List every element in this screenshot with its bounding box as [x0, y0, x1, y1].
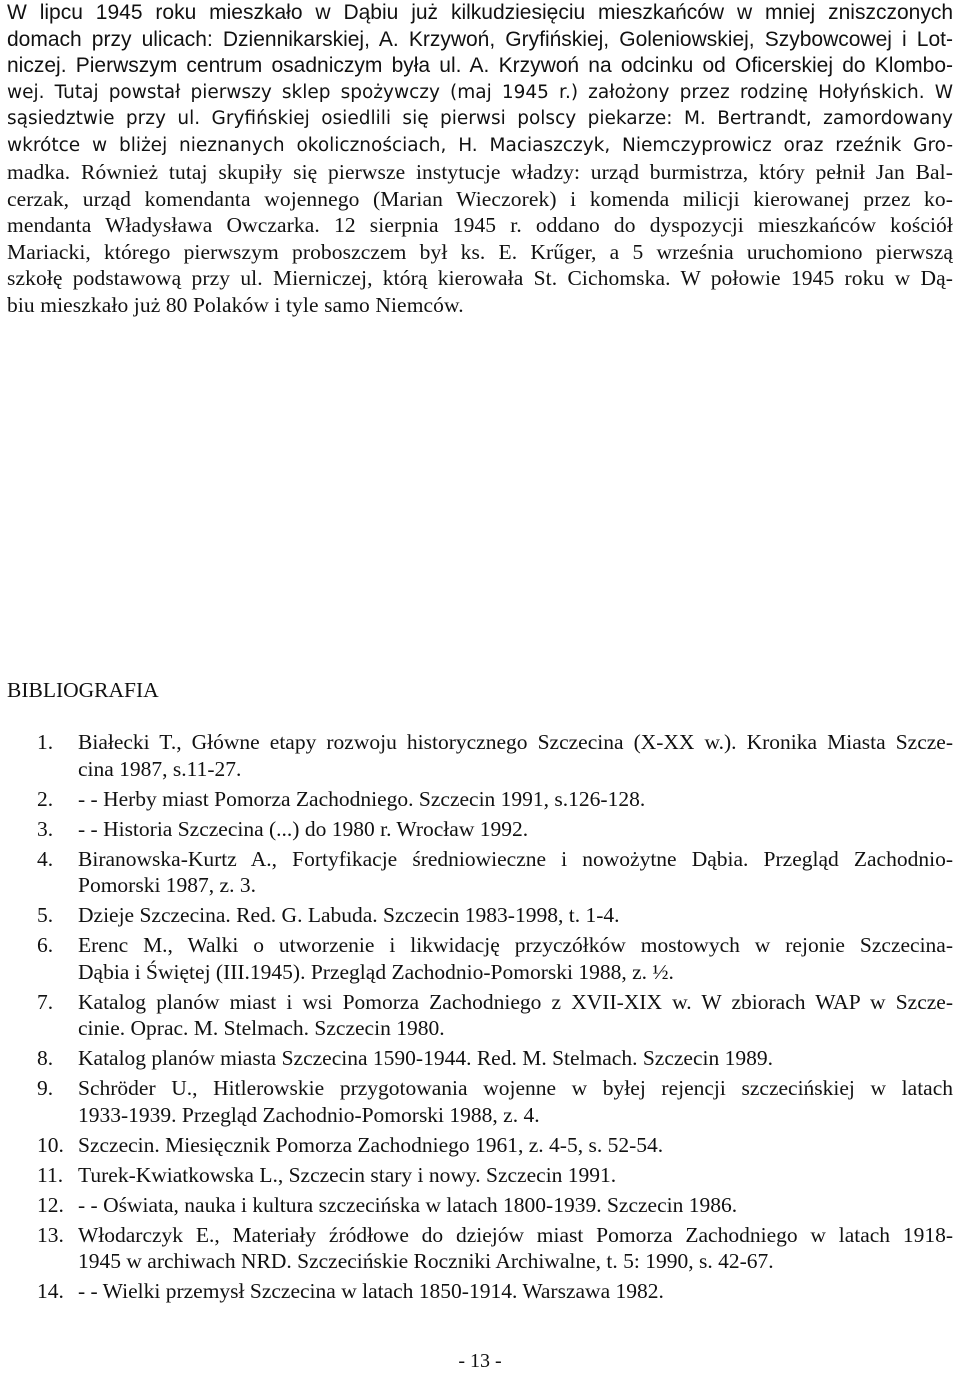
- paragraph-line: cerzak, urząd komendanta wojennego (Marian Wieczorek) i komenda milicji kierowanej przez ko-: [7, 186, 953, 211]
- bibliography-item: [0, 1132, 960, 1159]
- bibliography-item-line: Pomorski 1987, z. 3.: [78, 873, 256, 897]
- bibliography-item: [0, 1162, 960, 1189]
- bibliography-item-text: [78, 1192, 953, 1219]
- paragraph-line: W lipcu 1945 roku mieszkało w Dąbiu już kilkudziesięciu mieszkańców w mniej zniszczonych: [7, 1, 953, 24]
- bibliography-item-number: 8.: [37, 1046, 54, 1070]
- bibliography-item-text: [78, 816, 953, 843]
- paragraph-line: wkrótce w bliżej nieznanych okolicznościach, H. Maciaszczyk, Niemczyprowicz oraz rzeźnik Gro-: [7, 134, 953, 156]
- paragraph-line: domach przy ulicach: Dziennikarskiej, A. Krzywoń, Gryfińskiej, Goleniowskiej, Szybowcowej i Lot-: [7, 27, 953, 51]
- bibliography-item-number: 10.: [37, 1132, 64, 1157]
- bibliography-heading: BIBLIOGRAFIA: [7, 678, 159, 702]
- bibliography-list: [0, 729, 960, 1308]
- bibliography-item-line: Dąbia i Świętej (III.1945). Przegląd Zachodnio-Pomorski 1988, z. ½.: [78, 959, 674, 984]
- paragraph-line: wej. Tutaj powstał pierwszy sklep spożywczy (maj 1945 r.) założony przez rodzinę Hołyńskich. W: [7, 81, 953, 103]
- bibliography-item-line: Katalog planów miast i wsi Pomorza Zachodniego z XVII-XIX w. W zbiorach WAP w Szcze-: [78, 989, 953, 1014]
- paragraph-line: mendanta Władysława Owczarka. 12 sierpnia 1945 r. oddano do dyspozycji mieszkańców kościół: [7, 213, 953, 237]
- bibliography-item: [0, 786, 960, 813]
- bibliography-item: [0, 902, 960, 929]
- bibliography-item: [0, 989, 960, 1042]
- bibliography-item-number: 9.: [37, 1076, 54, 1100]
- bibliography-item-line: - - Historia Szczecina (...) do 1980 r. Wrocław 1992.: [78, 816, 529, 841]
- bibliography-item-line: - - Herby miast Pomorza Zachodniego. Szczecin 1991, s.126-128.: [78, 786, 646, 811]
- bibliography-item-text: [78, 989, 953, 1042]
- bibliography-item-line: Turek-Kwiatkowska L., Szczecin stary i nowy. Szczecin 1991.: [78, 1162, 617, 1187]
- bibliography-item-line: 1945 w archiwach NRD. Szczecińskie Roczniki Archiwalne, t. 5: 1990, s. 42-67.: [78, 1249, 774, 1273]
- bibliography-item: [0, 1192, 960, 1219]
- bibliography-item-text: [78, 1222, 953, 1275]
- bibliography-item-line: Biranowska-Kurtz A., Fortyfikacje średniowieczne i nowożytne Dąbia. Przegląd Zachodnio-: [78, 846, 953, 871]
- bibliography-item-number: 7.: [37, 989, 54, 1014]
- bibliography-item-number: 5.: [37, 903, 54, 927]
- bibliography-item-line: Erenc M., Walki o utworzenie i likwidację przyczółków mostowych w rejonie Szczecina-: [78, 933, 953, 957]
- bibliography-item: [0, 1222, 960, 1275]
- bibliography-item-number: 3.: [37, 816, 54, 841]
- bibliography-item-number: 14.: [37, 1279, 64, 1303]
- bibliography-item-line: - - Oświata, nauka i kultura szczecińska w latach 1800-1939. Szczecin 1986.: [78, 1192, 738, 1217]
- bibliography-item: [0, 932, 960, 985]
- bibliography-item-line: 1933-1939. Przegląd Zachodnio-Pomorski 1988, z. 4.: [78, 1102, 540, 1127]
- bibliography-item-text: [78, 729, 953, 782]
- bibliography-item-number: 6.: [37, 933, 54, 957]
- bibliography-item: [0, 1075, 960, 1128]
- page-number: - 13 -: [458, 1350, 502, 1372]
- body-paragraph: [7, 0, 953, 318]
- bibliography-item-number: 12.: [37, 1192, 64, 1217]
- bibliography-item-text: [78, 932, 953, 985]
- bibliography-item-line: Szczecin. Miesięcznik Pomorza Zachodniego 1961, z. 4-5, s. 52-54.: [78, 1132, 664, 1157]
- bibliography-item-number: 2.: [37, 786, 54, 811]
- paragraph-line: Mariacki, którego pierwszym proboszczem był ks. E. Krűger, a 5 września uruchomiono pierwszą: [7, 239, 953, 264]
- bibliography-item-line: cina 1987, s.11-27.: [78, 756, 242, 781]
- bibliography-item-text: [78, 846, 953, 899]
- bibliography-item: [0, 816, 960, 843]
- bibliography-item-line: Białecki T., Główne etapy rozwoju historycznego Szczecina (X-XX w.). Kronika Miasta Szcze-: [78, 730, 953, 754]
- paragraph-line: sąsiedztwie przy ul. Gryfińskiej osiedlili się pierwsi polscy piekarze: M. Bertrandt, zamordowany: [7, 108, 953, 129]
- paragraph-line: niczej. Pierwszym centrum osadniczym była ul. A. Krzywoń na odcinku od Oficerskiej do Klombo-: [7, 54, 953, 77]
- bibliography-item-text: [78, 1132, 953, 1159]
- bibliography-item-line: Katalog planów miasta Szczecina 1590-1944. Red. M. Stelmach. Szczecin 1989.: [78, 1046, 773, 1070]
- bibliography-item-line: cinie. Oprac. M. Stelmach. Szczecin 1980.: [78, 1016, 445, 1040]
- bibliography-item-text: [78, 1278, 953, 1305]
- bibliography-item-line: Schröder U., Hitlerowskie przygotowania wojenne w byłej rejencji szczecińskiej w latach: [78, 1076, 953, 1100]
- bibliography-item-number: 4.: [37, 846, 54, 871]
- bibliography-item-text: [78, 1045, 953, 1072]
- bibliography-item-text: [78, 1075, 953, 1128]
- paragraph-line: biu mieszkało już 80 Polaków i tyle samo Niemców.: [7, 292, 464, 317]
- bibliography-item-line: Dzieje Szczecina. Red. G. Labuda. Szczecin 1983-1998, t. 1-4.: [78, 903, 620, 927]
- bibliography-item-text: [78, 902, 953, 929]
- bibliography-item: [0, 1045, 960, 1072]
- paragraph-line: madka. Również tutaj skupiły się pierwsze instytucje władzy: urząd burmistrza, który pełnił Jan Bal-: [7, 160, 953, 184]
- bibliography-item-number: 13.: [37, 1222, 64, 1247]
- bibliography-item: [0, 846, 960, 899]
- bibliography-item-number: 11.: [37, 1162, 64, 1187]
- bibliography-item-text: [78, 786, 953, 813]
- bibliography-item: [0, 729, 960, 782]
- bibliography-item-line: Włodarczyk E., Materiały źródłowe do dziejów miast Pomorza Zachodniego w latach 1918-: [78, 1222, 953, 1247]
- paragraph-line: szkołę podstawową przy ul. Mierniczej, którą kierowała St. Cichomska. W połowie 1945 roku w Dą-: [7, 266, 953, 290]
- bibliography-item-text: [78, 1162, 953, 1189]
- bibliography-item: [0, 1278, 960, 1305]
- bibliography-item-line: - - Wielki przemysł Szczecina w latach 1850-1914. Warszawa 1982.: [78, 1279, 664, 1303]
- bibliography-item-number: 1.: [37, 730, 54, 754]
